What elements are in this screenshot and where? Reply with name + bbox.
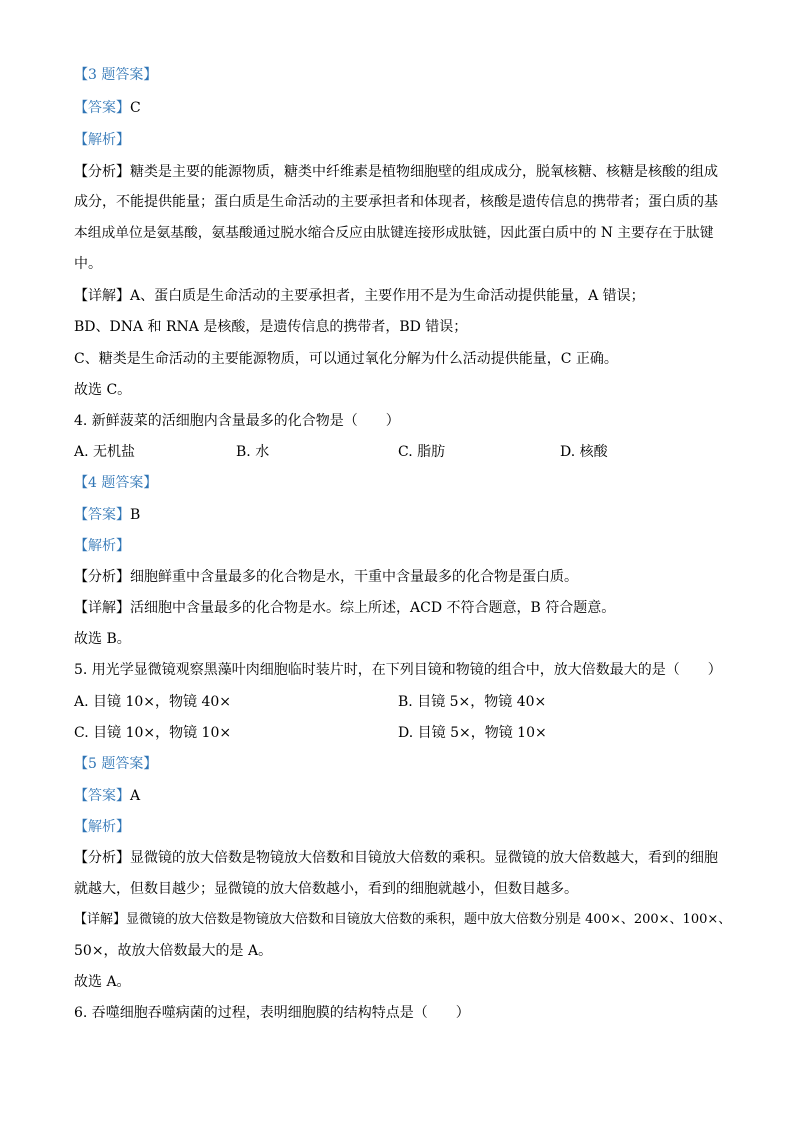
q5-option-b: B. 目镜 5×，物镜 40×: [398, 694, 547, 710]
q3-xiangjie-line-2: BD、DNA 和 RNA 是核酸，是遗传信息的携带者，BD 错误；: [74, 319, 468, 335]
q4-analysis-label: 【解析】: [74, 538, 130, 554]
q4-answer: [74, 506, 724, 524]
q5-fenxi-line-1: 【分析】显微镜的放大倍数是物镜放大倍数和目镜放大倍数的乘积。显微镜的放大倍数越大，看到的细胞: [74, 850, 718, 866]
q3-xiangjie-line-3: C、糖类是生命活动的主要能源物质，可以通过氧化分解为什么活动提供能量，C 正确。: [74, 351, 618, 367]
q5-question: 5. 用光学显微镜观察黑藻叶肉细胞临时装片时，在下列目镜和物镜的组合中，放大倍数最大的是（ ）: [74, 662, 722, 678]
q3-answer-value: C: [130, 100, 141, 116]
q3-fenxi-line-3: 本组成单位是氨基酸，氨基酸通过脱水缩合反应由肽键连接形成肽链，因此蛋白质中的 N 主要存在于肽键: [74, 225, 714, 241]
q4-answer-value: B: [130, 507, 141, 523]
q6-question: 6. 吞噬细胞吞噬病菌的过程，表明细胞膜的结构特点是（ ）: [74, 1005, 470, 1021]
q3-fenxi-line-1: 【分析】糖类是主要的能源物质，糖类中纤维素是植物细胞壁的组成成分，脱氧核糖、核糖是核酸的组成: [74, 164, 718, 180]
q5-answer-value: A: [130, 788, 141, 804]
q5-option-a: A. 目镜 10×，物镜 40×: [74, 694, 232, 710]
q3-fenxi-line-2: 成分，不能提供能量；蛋白质是生命活动的主要承担者和体现者，核酸是遗传信息的携带者；蛋白质的基: [74, 194, 718, 210]
q5-answer-label: 【答案】: [74, 788, 130, 804]
q4-answer-label: 【答案】: [74, 507, 130, 523]
q3-answer: [74, 99, 724, 117]
q5-answer: [74, 787, 724, 805]
q3-fenxi-line-4: 中。: [74, 256, 102, 272]
q3-analysis-label: 【解析】: [74, 132, 130, 148]
q4-option-c: C. 脂肪: [398, 444, 446, 460]
q5-conclusion: 故选 A。: [74, 974, 131, 990]
q5-option-c: C. 目镜 10×，物镜 10×: [74, 725, 232, 741]
q4-fenxi: 【分析】细胞鲜重中含量最多的化合物是水，干重中含量最多的化合物是蛋白质。: [74, 569, 578, 585]
q4-option-b: B. 水: [236, 444, 270, 460]
q3-xiangjie-line-1: 【详解】A、蛋白质是生命活动的主要承担者，主要作用不是为生命活动提供能量，A 错误；: [74, 288, 645, 304]
q5-option-d: D. 目镜 5×，物镜 10×: [398, 725, 547, 741]
q4-option-a: A. 无机盐: [74, 444, 136, 460]
q4-option-d: D. 核酸: [560, 444, 608, 460]
q5-xiangjie-line-1: 【详解】显微镜的放大倍数是物镜放大倍数和目镜放大倍数的乘积，题中放大倍数分别是 400×、200×、100×、: [74, 912, 732, 927]
q4-xiangjie: 【详解】活细胞中含量最多的化合物是水。综上所述，ACD 不符合题意，B 符合题意。: [74, 600, 616, 616]
q5-fenxi-line-2: 就越大，但数目越少；显微镜的放大倍数越小，看到的细胞就越小，但数目越多。: [74, 881, 578, 897]
q3-conclusion: 故选 C。: [74, 382, 132, 398]
q5-xiangjie-line-2: 50×，故放大倍数最大的是 A。: [74, 943, 273, 959]
q3-answer-label: 【答案】: [74, 100, 130, 116]
q5-analysis-label: 【解析】: [74, 819, 130, 835]
q4-conclusion: 故选 B。: [74, 631, 131, 647]
q5-answer-header: 【5 题答案】: [74, 756, 158, 772]
q4-question: 4. 新鲜菠菜的活细胞内含量最多的化合物是（ ）: [74, 413, 400, 429]
q4-answer-header: 【4 题答案】: [74, 475, 158, 491]
q3-answer-header: 【3 题答案】: [74, 67, 158, 83]
